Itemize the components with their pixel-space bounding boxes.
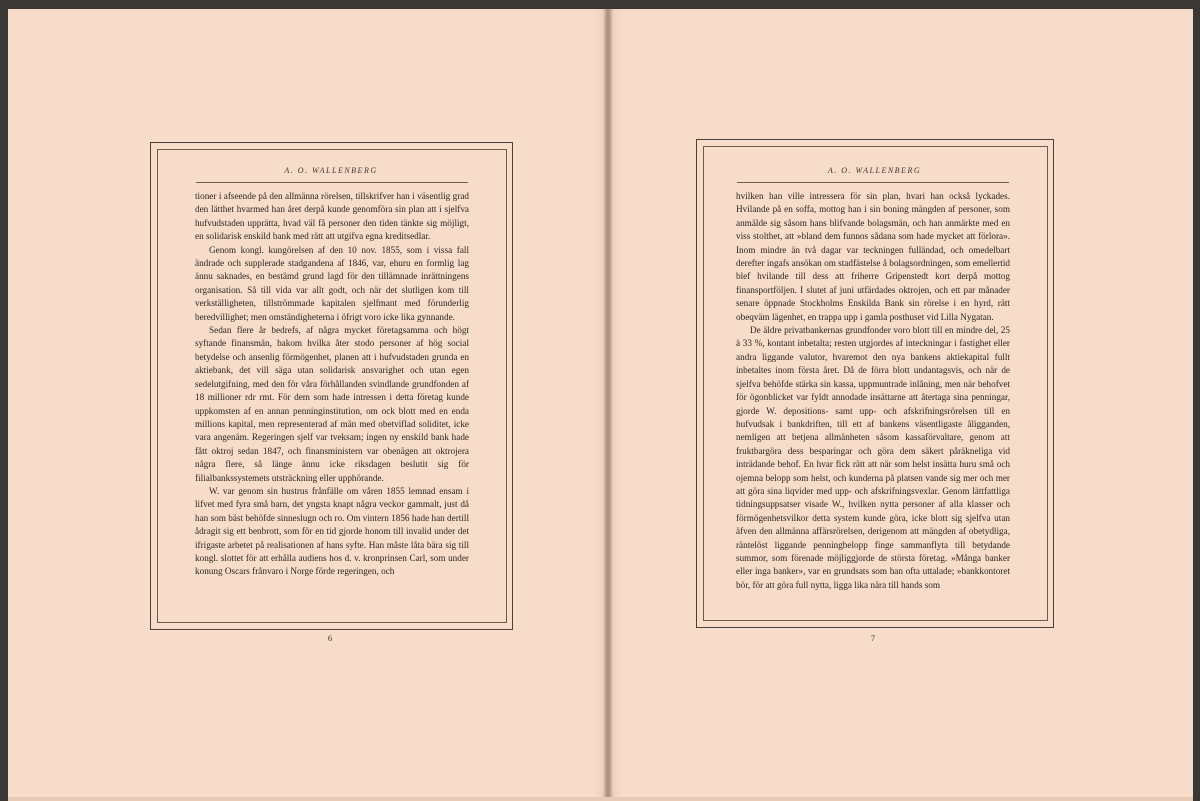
right-body-text bbox=[736, 190, 1010, 600]
left-paragraph: Genom kongl. kungörelsen af den 10 nov. 1855, som i vissa fall ändrade och supplerade stadgandena af 1846, var, ehuru en formlig lag ännu saknades, en bestämd grund lagd för den tillämnade inrättningens organisation. Så till vida var allt godt, och när det slutligen kom till verkställigheten, tillströmmade kapitalen sjelfmant med förunderlig beredvillighet; men omständigheterna i öfrigt voro icke lika gynnande. bbox=[195, 244, 469, 322]
left-body-text bbox=[195, 190, 469, 600]
page-edge bbox=[8, 797, 1193, 801]
left-page-number: 6 bbox=[327, 633, 333, 643]
left-paragraph: W. var genom sin hustrus frånfälle om våren 1855 lemnad ensam i lifvet med fyra små barn, det yngsta knapt några veckor gammalt, just då han som bäst behöfde sinneslugn och ro. Om vintern 1856 hade han dertill ådragit sig ett benbrott, som för en tid gjorde honom till invalid under det ifrigaste arbetet på realisationen af hans syfte. Han måste låta bära sig till kongl. slottet för att erhålla audiens hos d. v. kronprinsen Carl, som under konung Oscars frånvaro i Norge förde regeringen, och bbox=[195, 485, 469, 577]
left-paragraph: Sedan flere år bedrefs, af några mycket företagsamma och högt syftande finansmän, bakom hvilka åter stodo personer af hög social betydelse och ansenlig förmögenhet, planen att i hufvudstaden grunda en aktiebank, det vill säga utan solidarisk ansvarighet och utan egen sedelutgifning, med den för våra förhållanden svindlande grundfonden af 18 millioner rdr rmt. För dem som hade intressen i detta företag kunde uppkomsten af en annan penninginstitution, om ock blott med en enda millions kapital, men representerad af män med obetviflad soliditet, icke vara angenäm. Regeringen sjelf var tveksam; ingen ny enskild bank hade fått oktroj sedan 1847, och finansministern var obenägen att oktrojera några flere, så länge ännu icke riksdagen beslutit sig för filialbankssystemets utsträckning eller upphörande. bbox=[195, 325, 469, 483]
right-page-number: 7 bbox=[870, 633, 876, 643]
left-header-rule bbox=[196, 182, 468, 183]
right-paragraph: hvilken han ville intressera för sin plan, hvari han också lyckades. Hvilande på en soffa, mottog han i sin boning mängden af personer, som anmälde sig såsom hans blifvande bolagsmän, och han anmärkte med en viss stolthet, att »bland dem funnos sådana som hade mycket att förlora». Inom mindre än två dagar var teckningen fulländad, och omedelbart derefter ingafs ansökan om stadfästelse å bolagsordningen, som emellertid blef hvilande till dess att friherre Gripenstedt kort derpå mottog finansportföljen. I slutet af juni utfärdades oktrojen, och ett par månader senare öppnade Stockholms Enskilda Bank sin rörelse i en hyrd, rätt obeqväm lägenhet, en trappa upp i gamla posthuset vid Lilla Nygatan. bbox=[736, 191, 1010, 322]
left-paragraph: tioner i afseende på den allmänna rörelsen, tillskrifver han i väsentlig grad den lätthet hvarmed han året derpå kunde genomföra sin plan att i sjelfva hufvudstaden upprätta, hvad väl få personer den tiden tänkte sig möjligt, en solidarisk enskild bank med rätt att utgifva egna kreditsedlar. bbox=[195, 191, 469, 242]
left-running-head: A. O. WALLENBERG bbox=[284, 166, 378, 175]
right-paragraph: De äldre privatbankernas grundfonder voro blott till en mindre del, 25 à 33 %, kontant inbetalta; resten utgjordes af inteckningar i fastighet eller andra liggande valutor, hvaremot den nya bankens aktiekapital fullt inbetaltes inom första året. Då de förra blott undantagsvis, och när de sjelfva behöfde stärka sin kassa, uppmuntrade inlåning, men när behofvet för ögonblicket var fyldt annodade insättarne att återtaga sina penningar, gjorde W. depositions- samt upp- och afskrifningsrörelsen till en hufvudsak i bankdriften, till ett af bankens väsentligaste åligganden, nemligen att betjena allmänheten såsom kassaförvaltare, genom att fruktbargöra dess besparingar och göra dem säkert påräkneliga vid inträdande behof. En hvar fick rätt att när som helst insätta huru små och ojemna belopp som helst, och kunderna på platsen vande sig mer och mer att göra sina liqvider med upp- och afskrifningsvexlar. Genom lättfattliga tidningsuppsatser visade W., hvilken nytta personer af alla klasser och förmögenhetsvilkor detta system kunde göra, icke blott sig sjelfva utan äfven den allmänna affärsrörelsen, derigenom att mängden af obetydliga, räntelöst liggande penningbelopp finge sammanflyta till betydande summor, som förenade möjliggjorde de största företag. »Många banker eller inga banker», var en grundsats som han ofta uttalade; »bankkontoret bör, för att göra full nytta, ligga lika nära till hands som bbox=[736, 325, 1010, 590]
right-running-head: A. O. WALLENBERG bbox=[827, 166, 922, 175]
book-gutter bbox=[604, 9, 612, 801]
right-header-rule bbox=[737, 182, 1009, 183]
